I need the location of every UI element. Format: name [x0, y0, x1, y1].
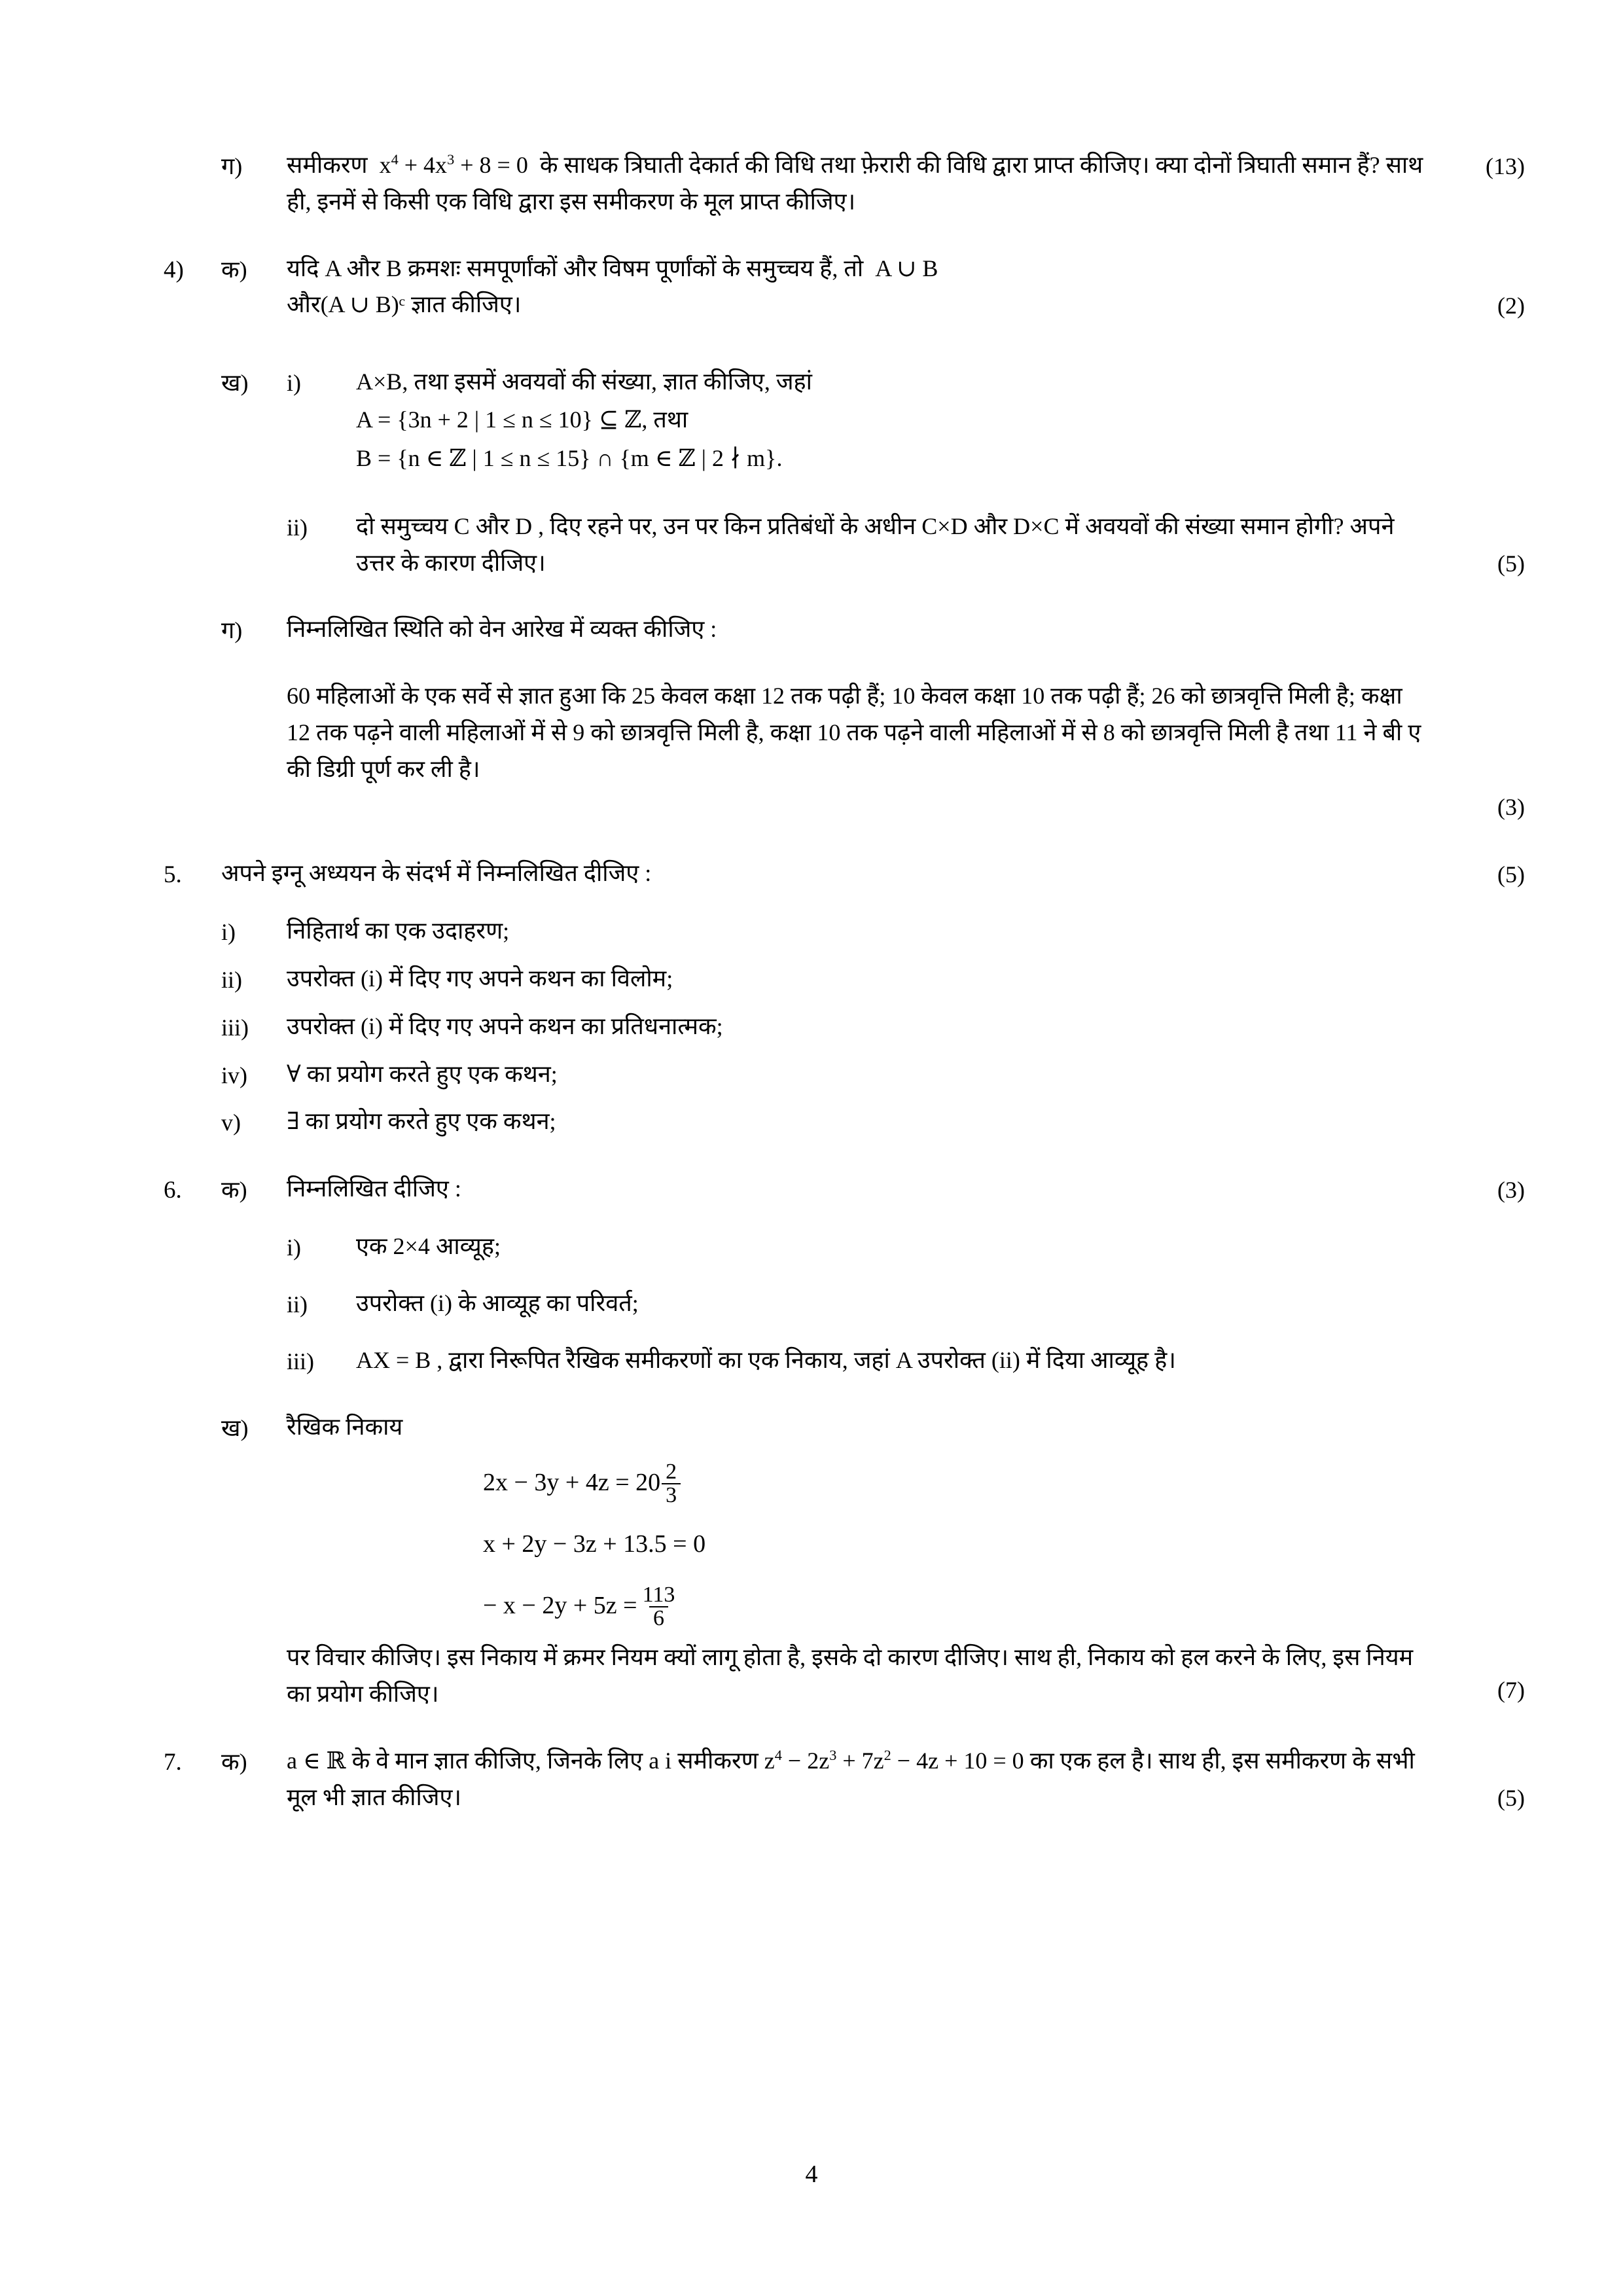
roman-label-v: v) — [221, 1109, 241, 1136]
question-number-4: 4) — [164, 256, 184, 283]
fraction-numerator: 113 — [642, 1582, 675, 1607]
spacer — [164, 1056, 221, 1058]
spacer — [164, 1009, 221, 1010]
marks-blank — [1427, 1342, 1525, 1344]
spacer — [164, 1229, 221, 1230]
question-3c — [164, 147, 1525, 221]
q4bii-text: दो समुच्चय C और D , दिए रहने पर, उन पर किन प्रतिबंधों के अधीन C×D और D×C में अवयवों की संख्या समान होगी? अपने उत्तर के कारण दीजिए। — [356, 512, 1395, 576]
q6a-iii-text: द्वारा निरूपित रैखिक समीकरणों का एक निकाय, जहां A उपरोक्त (ii) में दिया आव्यूह है। — [448, 1346, 1176, 1373]
q4c-heading: निम्नलिखित स्थिति को वेन आरेख में व्यक्त कीजिए : — [287, 616, 717, 643]
q6a-item-iii — [164, 1342, 1525, 1380]
fraction-113-6 — [639, 1584, 679, 1630]
q6b-after-text: पर विचार कीजिए। इस निकाय में क्रमर नियम क्यों लागू होता है, इसके दो कारण दीजिए। साथ ही, निकाय को हल करने के लिए, इस नियम का प्रयोग कीजिए। — [287, 1644, 1414, 1707]
equation-3-lhs: − x − 2y + 5z = — [483, 1592, 637, 1620]
q5-item-ii-text: उपरोक्त (i) में दिए गए अपने कथन का विलोम; — [287, 965, 673, 992]
q5-item-i — [164, 913, 1525, 950]
question-number-blank — [164, 509, 221, 510]
roman-label-iii: iii) — [287, 1348, 314, 1374]
question-4b-i-body — [356, 364, 1427, 478]
roman-label-iii: iii) — [221, 1014, 249, 1041]
q4a-text-2: और — [287, 291, 321, 318]
equation-3 — [483, 1575, 1427, 1637]
spacer — [221, 1229, 287, 1230]
q7a-text-3: का एक हल है। साथ ही, इस समीकरण के सभी मूल भी ज्ञात कीजिए। — [287, 1747, 1415, 1810]
roman-label-i: i) — [287, 370, 301, 397]
marks-2: (2) — [1497, 292, 1525, 319]
q6a-item-i — [164, 1229, 1525, 1266]
question-number-7: 7. — [164, 1748, 182, 1776]
question-subpart-label: ग) — [221, 153, 243, 179]
marks-3-q6a: (3) — [1497, 1177, 1525, 1203]
q7a-text-2: समीकरण — [677, 1747, 758, 1774]
equation-2-lhs: x + 2y − 3z + 13.5 = 0 — [483, 1530, 706, 1558]
question-number-5: 5. — [164, 861, 182, 889]
q4a-complement: (A ∪ B)ᶜ — [320, 291, 405, 318]
q4bi-set-A: A = {3n + 2 | 1 ≤ n ≤ 10} ⊆ ℤ, तथा — [356, 406, 688, 434]
q4a-union: A ∪ B — [875, 255, 938, 281]
q5-item-v-text: ∃ का प्रयोग करते हुए एक कथन; — [287, 1108, 556, 1135]
marks-blank — [1427, 1056, 1525, 1058]
q4a-text-1: यदि A और B क्रमशः समपूर्णांकों और विषम पूर्णांकों के समुच्चय हैं, तो — [287, 255, 864, 281]
question-6a — [164, 1171, 1525, 1209]
marks-blank — [1427, 1103, 1525, 1105]
q5-item-iv — [164, 1056, 1525, 1094]
q6b-heading: रैखिक निकाय — [287, 1414, 403, 1441]
q4bi-set-B: B = {n ∈ ℤ | 1 ≤ n ≤ 15} ∩ {m ∈ ℤ | 2 ∤ m}. — [356, 445, 783, 473]
spacer — [164, 1103, 221, 1105]
question-4c-body — [287, 611, 1427, 787]
q5-item-iii-text: उपरोक्त (i) में दिए गए अपने कथन का प्रतिधनात्मक; — [287, 1013, 723, 1039]
question-subpart-label: ख) — [221, 1415, 249, 1442]
marks-5: (5) — [1497, 550, 1525, 577]
question-4b-ii — [164, 509, 1525, 582]
fraction-denominator: 6 — [649, 1606, 668, 1630]
q4bi-text: , तथा इसमें अवयवों की संख्या, ज्ञात कीजिए, जहां — [402, 368, 813, 395]
question-3c-body — [287, 147, 1427, 221]
q6a-item-iii-body — [356, 1342, 1427, 1379]
q7a-domain: a ∈ ℝ — [287, 1747, 346, 1774]
q5-item-v — [164, 1103, 1525, 1141]
q7a-equation: $z^4 - 2z^3 + 7z^2 - 4z + 10 = 0$ — [764, 1746, 1024, 1774]
spacer — [164, 913, 221, 914]
roman-label-iv: iv) — [221, 1062, 247, 1088]
question-5 — [164, 855, 1525, 893]
fraction-numerator: 2 — [666, 1459, 677, 1484]
marks-13: (13) — [1486, 153, 1525, 179]
question-7a-body — [287, 1743, 1427, 1816]
q6a-iii-equation: AX = B , — [356, 1346, 443, 1373]
equation-1 — [483, 1452, 1427, 1514]
q6a-item-i-text: एक 2×4 आव्यूह; — [356, 1233, 501, 1260]
roman-label-ii: ii) — [221, 967, 242, 994]
q5-item-iv-text: ∀ का प्रयोग करते हुए एक कथन; — [287, 1060, 558, 1087]
marks-blank — [1427, 1229, 1525, 1230]
page-number: 4 — [805, 2161, 818, 2188]
q5-item-iii — [164, 1009, 1525, 1046]
spacer — [164, 1342, 221, 1344]
question-subpart-label: ग) — [221, 617, 243, 644]
linear-system — [483, 1452, 1427, 1637]
marks-7: (7) — [1497, 1677, 1525, 1704]
question-subpart-label: क) — [221, 1177, 247, 1203]
q7a-text-1: के वे मान ज्ञात कीजिए, जिनके लिए — [351, 1747, 643, 1774]
marks-3: (3) — [1497, 794, 1525, 821]
question-number-6: 6. — [164, 1177, 182, 1204]
spacer — [164, 1285, 221, 1287]
question-7a — [164, 1743, 1525, 1816]
question-4b — [164, 364, 1525, 478]
q5-heading: अपने इग्नू अध्ययन के संदर्भ में निम्नलिखित दीजिए : — [221, 860, 652, 887]
marks-blank — [1427, 1285, 1525, 1287]
question-number-blank — [164, 611, 221, 613]
mixed-fraction-2-3 — [662, 1461, 681, 1507]
question-number-blank — [164, 364, 221, 365]
question-6b-body — [287, 1409, 1427, 1712]
spacer — [164, 961, 221, 962]
q6a-item-ii-text: उपरोक्त (i) के आव्यूह का परिवर्त; — [356, 1289, 639, 1316]
question-4a-body — [287, 251, 1427, 324]
fraction-denominator: 3 — [662, 1483, 681, 1507]
roman-label-ii: ii) — [287, 514, 308, 541]
spacer — [221, 1285, 287, 1287]
q3c-text: समीकरण $x^4 + 4x^3 + 8 = 0$ के साधक त्रिघाती देकार्त की विधि तथा फ़ेरारी की विधि द्वारा प्राप्त कीजिए। क्या दोनों त्रिघाती समान हैं? साथ ही, इनमें से किसी एक विधि द्वारा इस समीकरण के मूल प्राप्त कीजिए। — [287, 151, 1423, 215]
marks-5-q7a: (5) — [1497, 1784, 1525, 1811]
q4a-text-3: ज्ञात कीजिए। — [410, 291, 522, 318]
question-4a — [164, 251, 1525, 324]
q4bi-lead: A×B — [356, 368, 402, 395]
question-subpart-label: क) — [221, 256, 247, 283]
question-number-blank — [164, 1409, 221, 1410]
q4c-paragraph: 60 महिलाओं के एक सर्वे से ज्ञात हुआ कि 25 केवल कक्षा 12 तक पढ़ी हैं; 10 केवल कक्षा 10 तक पढ़ी हैं; 26 को छात्रवृत्ति मिली है; कक्षा 12 तक पढ़ने वाली महिलाओं में से 9 को छात्रवृत्ति मिली है, कक्षा 10 तक पढ़ने वाली महिलाओं में से 8 को छात्रवृत्ति मिली है तथा 11 ने बी ए की डिग्री पूर्ण कर ली है। — [287, 683, 1421, 782]
question-subpart-label: क) — [221, 1748, 247, 1775]
question-4c — [164, 611, 1525, 825]
q3c-equation: $x^4 + 4x^3 + 8 = 0$ — [379, 151, 528, 178]
roman-label-i: i) — [287, 1234, 301, 1261]
marks-blank — [1427, 1009, 1525, 1010]
marks-blank — [1427, 961, 1525, 962]
question-number — [164, 147, 221, 149]
q5-item-i-text: निहितार्थ का एक उदाहरण; — [287, 918, 510, 944]
subpart-blank — [221, 509, 287, 510]
roman-label-i: i) — [221, 919, 236, 946]
q6a-heading: निम्नलिखित दीजिए : — [287, 1175, 461, 1202]
question-6b — [164, 1409, 1525, 1712]
q6a-item-ii — [164, 1285, 1525, 1323]
equation-1-lhs: 2x − 3y + 4z = 20 — [483, 1469, 661, 1497]
question-subpart-label: ख) — [221, 370, 249, 397]
marks-5-q5: (5) — [1497, 861, 1525, 888]
marks-blank — [1427, 913, 1525, 914]
spacer — [221, 1342, 287, 1344]
q7a-root: a i — [649, 1747, 672, 1774]
equation-2 — [483, 1514, 1427, 1575]
q5-item-ii — [164, 961, 1525, 998]
roman-label-ii: ii) — [287, 1291, 308, 1318]
marks-blank — [1427, 364, 1525, 365]
